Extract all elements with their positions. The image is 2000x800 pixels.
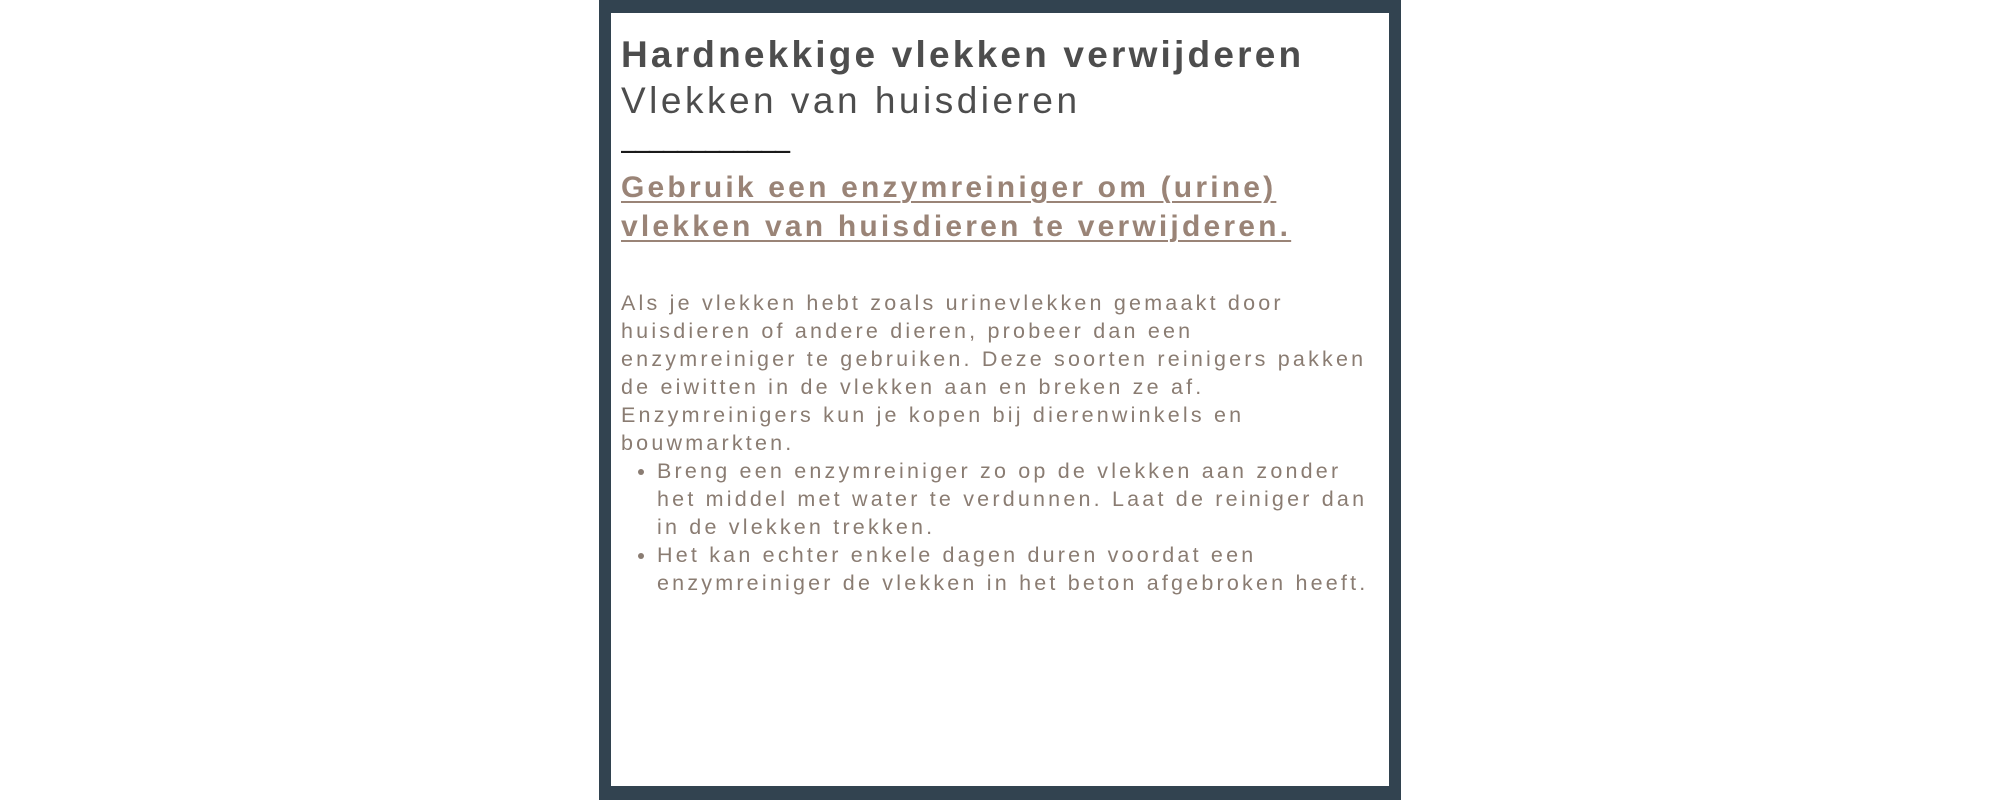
list-item: • Het kan echter enkele dagen duren voordat een enzymreiniger de vlekken in het beton afgebroken heeft. (657, 541, 1379, 597)
divider-line: ____________ (621, 124, 789, 154)
list-item: • Breng een enzymreiniger zo op de vlekken aan zonder het middel met water te verdunnen. Laat de reiniger dan in de vlekken trekken. (657, 457, 1379, 541)
section-subtitle: Vlekken van huisdieren (621, 80, 1081, 121)
lead-heading: Gebruik een enzymreiniger om (urine) vlekken van huisdieren te verwijderen. (621, 171, 1292, 243)
page-title: Hardnekkige vlekken verwijderen (621, 34, 1305, 75)
tips-list (621, 457, 1379, 597)
body-paragraph: Als je vlekken hebt zoals urinevlekken gemaakt door huisdieren of andere dieren, probeer dan een enzymreiniger te gebruiken. Deze soorten reinigers pakken de eiwitten in de vlekken aan en breken ze af. Enzymreinigers kun je kopen bij dierenwinkels en bouwmarkten. (621, 291, 1367, 455)
article-panel (611, 13, 1389, 786)
content-frame (599, 0, 1401, 800)
